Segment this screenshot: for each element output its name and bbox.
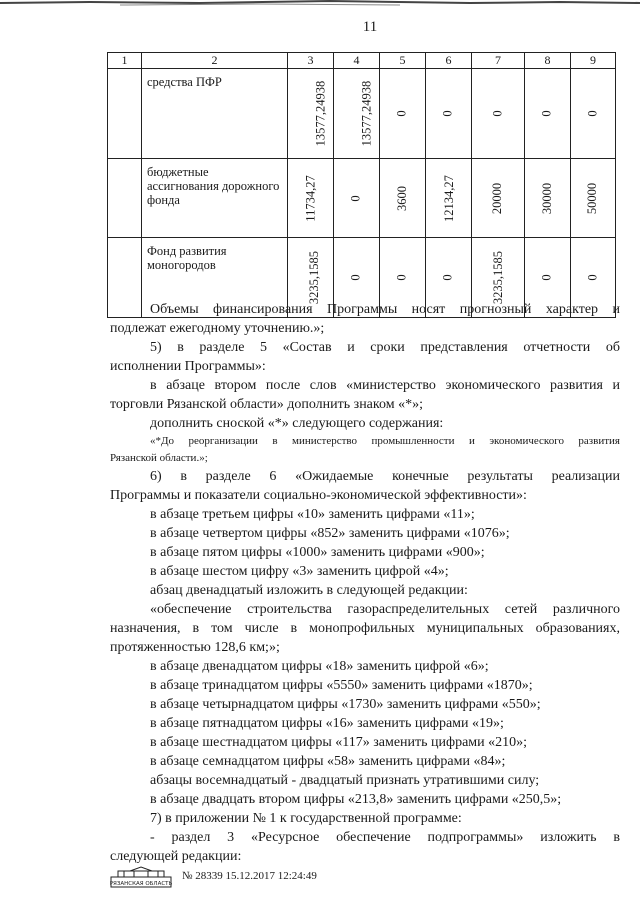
paragraph-line: Объемы финансирования Программы носят прогнозный характер и <box>150 302 620 317</box>
registry-stamp-icon <box>110 866 172 888</box>
table-cell <box>472 159 525 238</box>
paragraph-line: - раздел 3 «Ресурсное обеспечение подпрограммы» изложить в <box>150 830 620 845</box>
paragraph-line: «обеспечение строительства газораспределительных сетей различного <box>150 602 620 617</box>
paragraph-line: в абзаце двадцать втором цифры «213,8» заменить цифрами «250,5»; <box>150 792 562 807</box>
paragraph-line: в абзаце втором после слов «министерство экономического развития и <box>150 378 620 393</box>
paragraph-line: в абзаце четвертом цифры «852» заменить цифрами «1076»; <box>150 526 510 541</box>
cell-value: 13577,24938 <box>359 80 374 147</box>
table-cell <box>380 159 426 238</box>
document-footer <box>110 866 370 888</box>
table-cell <box>472 69 525 159</box>
cell-value: 0 <box>441 274 455 281</box>
paragraph-line: абзацы восемнадцатый - двадцатый признать утратившими силу; <box>150 773 540 788</box>
cell-value: 0 <box>490 110 505 117</box>
paragraph-line: назначения, в том числе в монопрофильных муниципальных образованиях, <box>110 621 620 636</box>
paragraph-line: в абзаце пятом цифры «1000» заменить цифрами «900»; <box>150 545 485 560</box>
footnote-line: Рязанской области.»; <box>110 452 208 464</box>
cell-value: 20000 <box>490 182 505 214</box>
table-cell <box>334 69 380 159</box>
paragraph-line: 6) в разделе 6 «Ожидаемые конечные результаты реализации <box>150 469 620 484</box>
paragraph-line: в абзаце шестом цифру «3» заменить цифрой «4»; <box>150 564 449 579</box>
cell-value: 0 <box>349 274 363 281</box>
paragraph-line: протяженностью 128,6 км;»; <box>110 640 280 655</box>
empty-cell <box>108 159 142 238</box>
cell-value: 0 <box>395 110 409 117</box>
financing-table <box>107 52 616 318</box>
paragraph-line: в абзаце третьем цифры «10» заменить цифрами «11»; <box>150 507 475 522</box>
cell-value: 12134,27 <box>441 174 456 222</box>
document-registration-info: № 28339 15.12.2017 12:24:49 <box>182 870 317 882</box>
paragraph-line: абзац двенадцатый изложить в следующей редакции: <box>150 583 468 598</box>
table-header-row <box>108 53 616 69</box>
paragraph-line: 5) в разделе 5 «Состав и сроки представления отчетности об <box>150 340 620 355</box>
cell-value: 3600 <box>395 185 409 211</box>
table-cell <box>334 159 380 238</box>
cell-value: 0 <box>441 110 455 117</box>
column-header: 7 <box>472 53 525 69</box>
cell-value: 0 <box>585 274 600 281</box>
page-number: 11 <box>362 19 378 35</box>
cell-value: 0 <box>395 274 409 281</box>
row-label: средства ПФР <box>142 69 288 159</box>
row-label: бюджетные ассигнования дорожного фонда <box>142 159 288 238</box>
paragraph-line: следующей редакции: <box>110 849 242 864</box>
paragraph-line: в абзаце шестнадцатом цифры «117» заменить цифрами «210»; <box>150 735 528 750</box>
cell-value: 11734,27 <box>303 174 318 222</box>
cell-value: 0 <box>349 194 363 202</box>
footnote-line: «*До реорганизации в министерство промышленности и экономического развития <box>150 435 620 447</box>
row-label: Фонд развития моногородов <box>142 238 288 318</box>
table-cell <box>380 69 426 159</box>
table-cell <box>288 69 334 159</box>
document-body <box>110 300 620 866</box>
cell-value: 13577,24938 <box>313 80 328 147</box>
column-header: 6 <box>426 53 472 69</box>
paragraph-line: в абзаце пятнадцатом цифры «16» заменить цифрами «19»; <box>150 716 504 731</box>
column-header: 3 <box>288 53 334 69</box>
cell-value: 30000 <box>540 182 554 214</box>
table-row <box>108 69 616 159</box>
cell-value: 50000 <box>585 182 600 214</box>
cell-value: 3235,1585 <box>307 250 322 305</box>
table-cell <box>426 69 472 159</box>
paragraph-line: исполнении Программы»: <box>110 359 266 374</box>
paragraph-line: дополнить сноской «*» следующего содержания: <box>150 416 444 431</box>
stamp-label: РЯЗАНСКАЯ ОБЛАСТЬ <box>110 881 172 887</box>
table-cell <box>571 159 616 238</box>
paragraph-line: 7) в приложении № 1 к государственной программе: <box>150 811 462 826</box>
paragraph-line: в абзаце тринадцатом цифры «5550» заменить цифрами «1870»; <box>150 678 533 693</box>
scan-edge-artifact <box>0 0 640 7</box>
column-header: 2 <box>142 53 288 69</box>
table-cell <box>288 159 334 238</box>
column-header: 9 <box>571 53 616 69</box>
table-cell <box>525 159 571 238</box>
cell-value: 0 <box>540 274 554 281</box>
paragraph-line: Программы и показатели социально-экономической эффективности»: <box>110 488 527 503</box>
empty-cell <box>108 69 142 159</box>
paragraph-line: торговли Рязанской области» дополнить знаком «*»; <box>110 397 423 412</box>
paragraph-line: в абзаце четырнадцатом цифры «1730» заменить цифрами «550»; <box>150 697 541 712</box>
paragraph-line: в абзаце двенадцатом цифры «18» заменить цифрой «6»; <box>150 659 489 674</box>
column-header: 8 <box>525 53 571 69</box>
cell-value: 0 <box>540 110 554 117</box>
paragraph-line: подлежат ежегодному уточнению.»; <box>110 321 325 336</box>
table-cell <box>525 69 571 159</box>
cell-value: 0 <box>585 110 600 117</box>
cell-value: 3235,1585 <box>491 250 506 305</box>
table-cell <box>571 69 616 159</box>
table-row <box>108 159 616 238</box>
column-header: 5 <box>380 53 426 69</box>
column-header: 4 <box>334 53 380 69</box>
column-header: 1 <box>108 53 142 69</box>
table-cell <box>426 159 472 238</box>
paragraph-line: в абзаце семнадцатом цифры «58» заменить цифрами «84»; <box>150 754 506 769</box>
